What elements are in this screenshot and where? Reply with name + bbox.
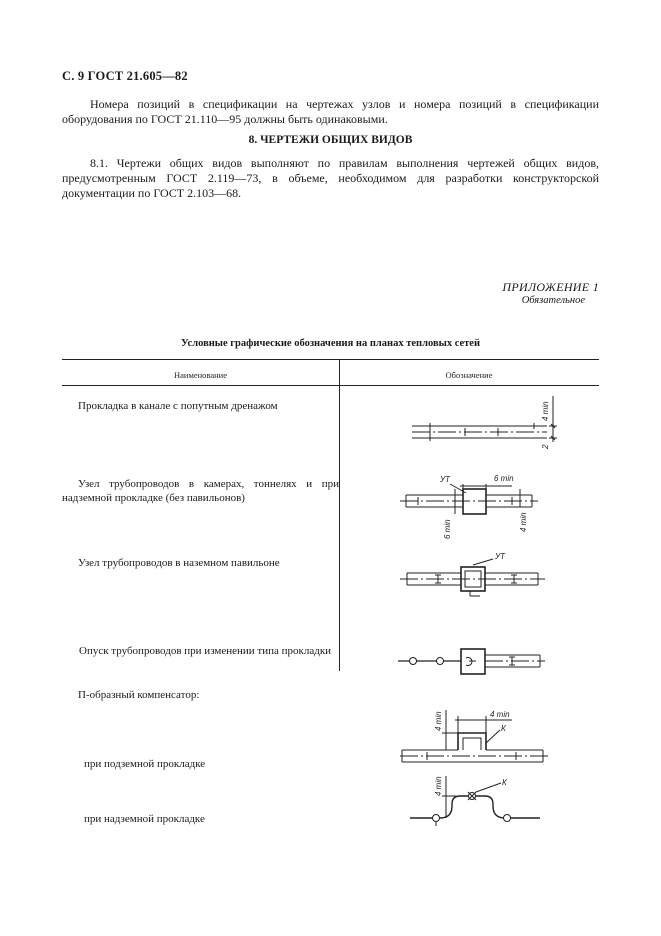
symbol-channel-with-drainage — [412, 396, 557, 450]
section-title: 8. ЧЕРТЕЖИ ОБЩИХ ВИДОВ — [248, 134, 413, 146]
section-paragraph-text: 8.1. Чертежи общих видов выполняют по правилам выполнения чертежей общих видов, предусмотренным ГОСТ 2.119—73, в объеме, необходимом для разработки конструкторской документации по ГОСТ 2.103—68. — [62, 156, 599, 200]
column-header-name: Наименование — [174, 370, 227, 380]
symbol-chamber-node — [400, 474, 538, 539]
column-header-symbol: Обозначение — [445, 370, 493, 380]
label-channel-4min: 4 min — [541, 401, 550, 421]
row-name-chamber-node: Узел трубопроводов в камерах, тоннелях и при надземной прокладке (без павильонов) — [62, 478, 339, 504]
intro-paragraph-text: Номера позиций в спецификации на чертежах узлов и номера позиций в спецификации оборудования по ГОСТ 21.110—95 должны быть одинаковыми. — [62, 97, 599, 126]
label-node-ut: УТ — [440, 475, 450, 484]
row-name-compensator-overground: при надземной прокладке — [84, 813, 205, 825]
label-node-6min-side: 6 min — [443, 519, 452, 539]
symbol-pavilion-node — [400, 552, 545, 596]
table-title: Условные графические обозначения на планах тепловых сетей — [180, 338, 481, 349]
row-name-channel-drainage: Прокладка в канале с попутным дренажом — [78, 400, 278, 412]
label-node-6min-top: 6 min — [494, 474, 514, 483]
row-name-pavilion-node: Узел трубопроводов в наземном павильоне — [78, 557, 280, 569]
label-underground-k: К — [501, 724, 506, 733]
row-name-compensator: П-образный компенсатор: — [78, 689, 200, 701]
label-pavilion-ut: УТ — [495, 552, 505, 561]
label-channel-2: 2 — [541, 444, 550, 449]
symbol-pipe-descent — [398, 649, 545, 674]
label-underground-4min-side: 4 min — [434, 711, 443, 731]
label-node-4min: 4 min — [519, 512, 528, 532]
row-name-pipe-descent: Опуск трубопроводов при изменении типа прокладки — [79, 645, 332, 657]
label-overground-4min: 4 min — [434, 776, 443, 796]
row-name-compensator-underground: при подземной прокладке — [84, 758, 206, 770]
appendix-title: ПРИЛОЖЕНИЕ 1 — [502, 280, 599, 294]
label-underground-4min-top: 4 min — [490, 710, 510, 719]
symbol-u-compensator-overground — [410, 776, 540, 826]
label-overground-k: К — [502, 778, 507, 787]
page-header: С. 9 ГОСТ 21.605—82 — [62, 69, 188, 83]
appendix-status: Обязательное — [521, 295, 585, 306]
symbol-u-compensator-underground — [400, 710, 548, 762]
